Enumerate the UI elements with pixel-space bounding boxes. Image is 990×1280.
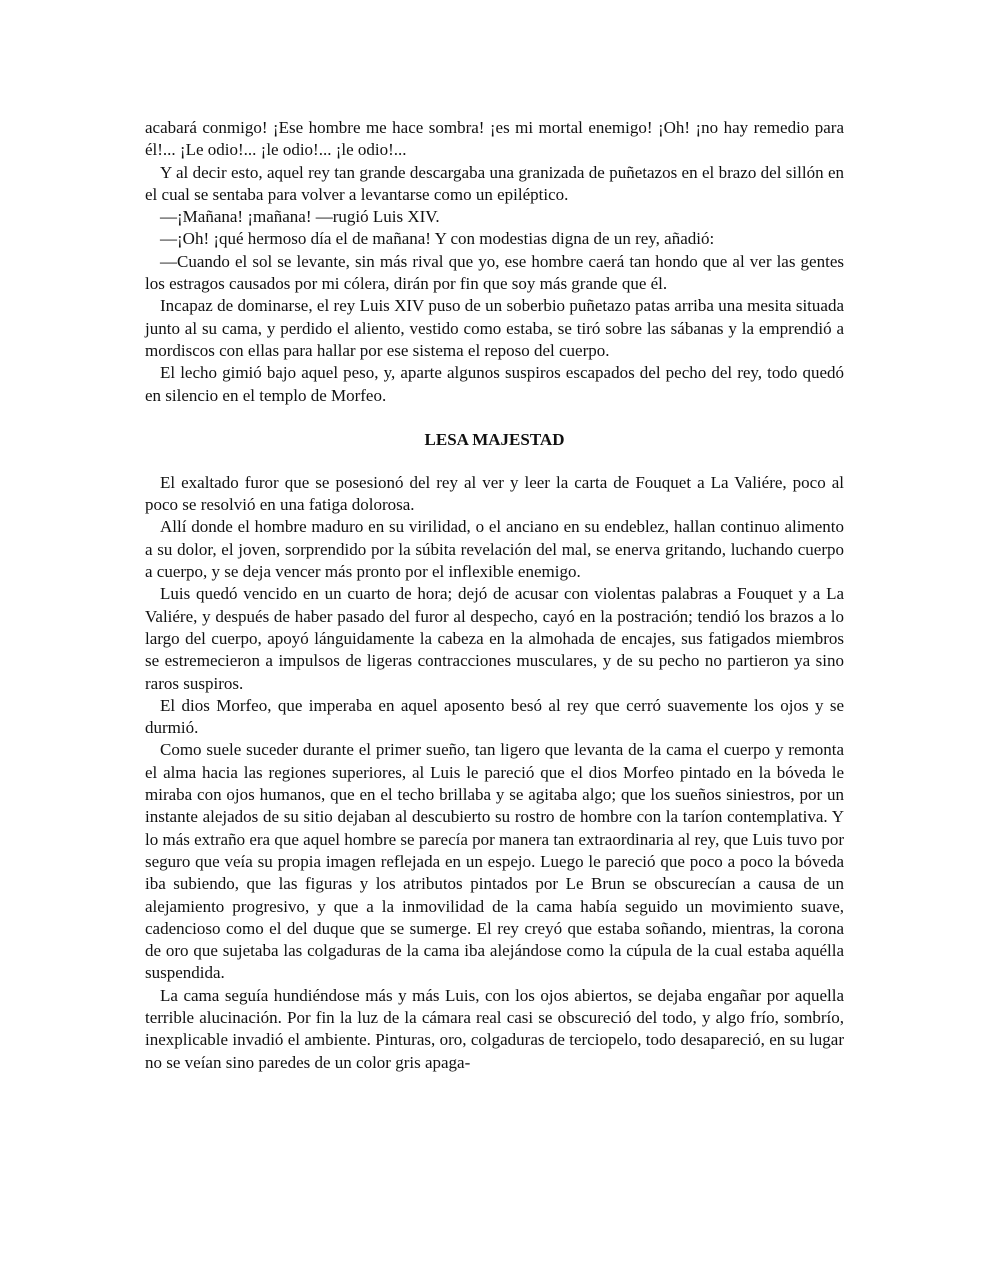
dialogue-line: —Cuando el sol se levante, sin más rival que yo, ese hombre caerá tan hondo que al ver las gentes los estragos causados por mi cólera, dirán por fin que soy más grande que él.: [145, 251, 844, 294]
paragraph: Como suele suceder durante el primer sueño, tan ligero que levanta de la cama el cuerpo y remonta el alma hacia las regiones superiores, al Luis le pareció que el dios Morfeo pintado en la bóveda le miraba con ojos humanos, que en el techo brillaba y se agitaba algo; que los sueños siniestros, por un instante alejados de su sitio dejaban al descubierto su rostro de hombre con la taríon contemplativa. Y lo más extraño era que aquel hombre se parecía por manera tan extraordinaria al rey, que Luis tuvo por seguro que veía su propia imagen reflejada en un espejo. Luego le pareció que poco a poco la bóveda iba subiendo, que las figuras y los atributos pintados por Le Brun se obscurecían a causa de un alejamiento progresivo, y que a la inmovilidad de la cama había seguido un movimiento suave, cadencioso como el del duque que se sumerge. El rey creyó que estaba soñando, mientras, la corona de oro que sujetaba las colgaduras de la cama iba alejándose como la cúpula de la cual estaba aquélla suspendida.: [145, 740, 844, 983]
paragraph: Y al decir esto, aquel rey tan grande descargaba una granizada de puñetazos en el brazo del sillón en el cual se sentaba para volver a levantarse como un epiléptico.: [145, 162, 844, 204]
paragraph: acabará conmigo! ¡Ese hombre me hace sombra! ¡es mi mortal enemigo! ¡Oh! ¡no hay remedio para él!... ¡Le odio!... ¡le odio!... ¡le odio!...: [145, 118, 844, 160]
dialogue-line: —¡Mañana! ¡mañana! —rugió Luis XIV.: [160, 207, 440, 227]
paragraph: La cama seguía hundiéndose más y más Luis, con los ojos abiertos, se dejaba engañar por aquella terrible alucinación. Por fin la luz de la cámara real casi se obscureció del todo, y algo frío, sombrío, inexplicable invadió el ambiente. Pinturas, oro, colgaduras de terciopelo, todo desapareció, en su lugar no se veían sino paredes de un color gris apaga-: [145, 985, 844, 1072]
paragraph: El lecho gimió bajo aquel peso, y, aparte algunos suspiros escapados del pecho del rey, todo quedó en silencio en el templo de Morfeo.: [145, 363, 844, 405]
paragraph: Incapaz de dominarse, el rey Luis XIV puso de un soberbio puñetazo patas arriba una mesita situada junto al su cama, y perdido el aliento, vestido como estaba, se tiró sobre las sábanas y la emprendió a mordiscos con ellas para hallar por ese sistema el reposo del cuerpo.: [145, 296, 844, 360]
paragraph: Allí donde el hombre maduro en su virilidad, o el anciano en su endeblez, hallan continuo alimento a su dolor, el joven, sorprendido por la súbita revelación del mal, se enerva gritando, luchando cuerpo a cuerpo, y se deja vencer más pronto por el inflexible enemigo.: [145, 517, 844, 582]
paragraph: Luis quedó vencido en un cuarto de hora; dejó de acusar con violentas palabras a Fouquet y a La Valiére, y después de haber pasado del furor al despecho, cayó en la postración; tendió los brazos a lo largo del cuerpo, apoyó lánguidamente la cabeza en la almohada de encajes, sus fatigados miembros se estremecieron a impulsos de ligeras contracciones musculares, y de su pecho no partieron ya sino raros suspiros.: [145, 584, 844, 693]
page-body: [145, 117, 844, 1074]
paragraph: El exaltado furor que se posesionó del rey al ver y leer la carta de Fouquet a La Valiére, poco al poco se resolvió en una fatiga dolorosa.: [145, 472, 844, 515]
chapter-heading: LESA MAJESTAD: [424, 429, 565, 449]
paragraph: El dios Morfeo, que imperaba en aquel aposento besó al rey que cerró suavemente los ojos y se durmió.: [145, 695, 844, 738]
dialogue-line: —¡Oh! ¡qué hermoso día el de mañana! Y con modestias digna de un rey, añadió:: [160, 229, 715, 249]
